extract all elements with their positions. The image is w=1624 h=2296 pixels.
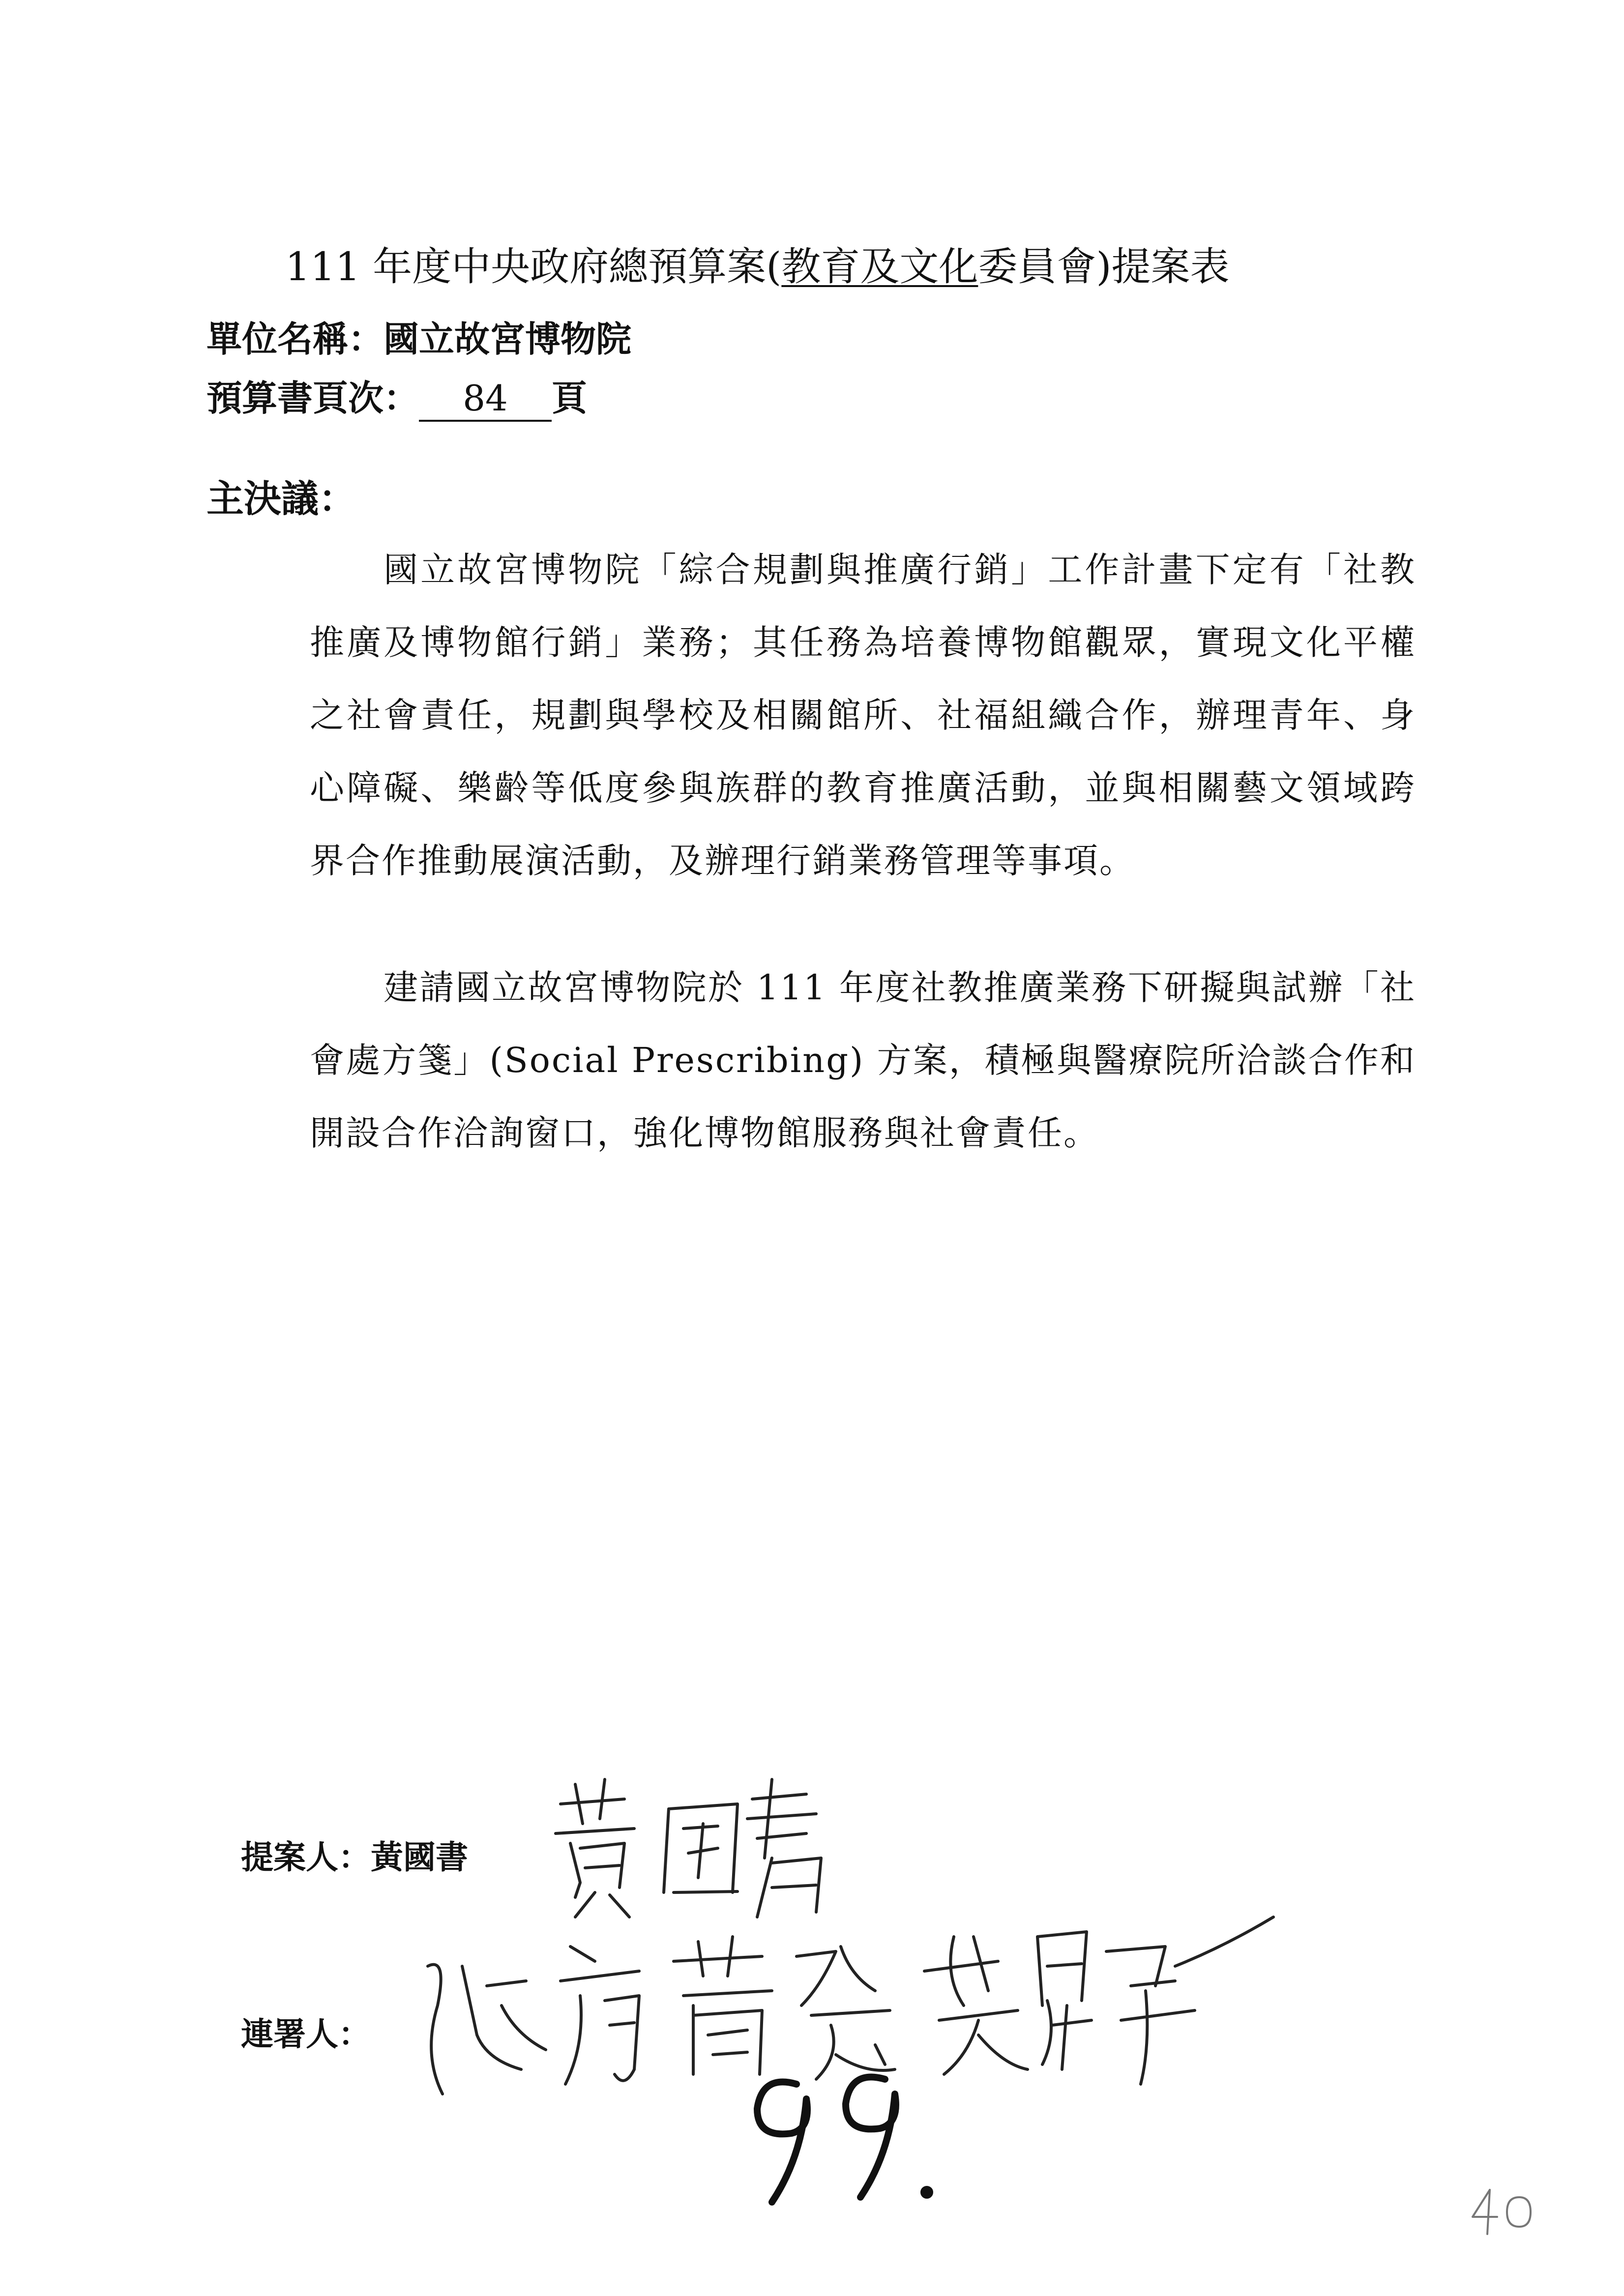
unit-name-value: 國立故宮博物院 [384,318,632,360]
budget-page-row [207,374,587,423]
unit-name-row [207,315,631,364]
proposer-signature [541,1770,856,1927]
proposer-row [241,1831,468,1878]
handwritten-number [723,2055,949,2224]
unit-name-label: 單位名稱： [207,318,384,360]
budget-page-suffix: 頁 [552,377,588,419]
budget-page-number: 84 [419,377,552,422]
cosigner-label: 連署人： [241,2015,371,2053]
cosigner-row [241,2008,371,2055]
document-title: 111 年度中央政府總預算案(教育及文化委員會)提案表 [285,244,1230,290]
resolution-paragraph-1: 國立故宮博物院「綜合規劃與推廣行銷」工作計畫下定有「社教推廣及博物館行銷」業務；其任務為培養博物館觀眾，實現文化平權之社會責任，規劃與學校及相關館所、社福組織合作，辦理青年、身心障礙、樂齡等低度參與族群的教育推廣活動，並與相關藝文領域跨界合作推動展演活動，及辦理行銷業務管理等事項。 [310,550,1416,881]
proposer-label: 提案人： [241,1838,371,1876]
budget-page-label: 預算書頁次： [207,377,419,419]
main-resolution-heading: 主決議： [207,477,356,521]
committee-name: 教育及文化 [781,244,978,290]
page-number [1468,2182,1536,2238]
resolution-paragraph-2: 建請國立故宮博物院於 111 年度社教推廣業務下研擬與試辦「社會處方箋」(Social Prescribing) 方案，積極與醫療院所洽談合作和開設合作洽詢窗口，強化博物館服務與社會責任。 [310,967,1416,1153]
proposer-name: 黃國書 [371,1838,468,1876]
